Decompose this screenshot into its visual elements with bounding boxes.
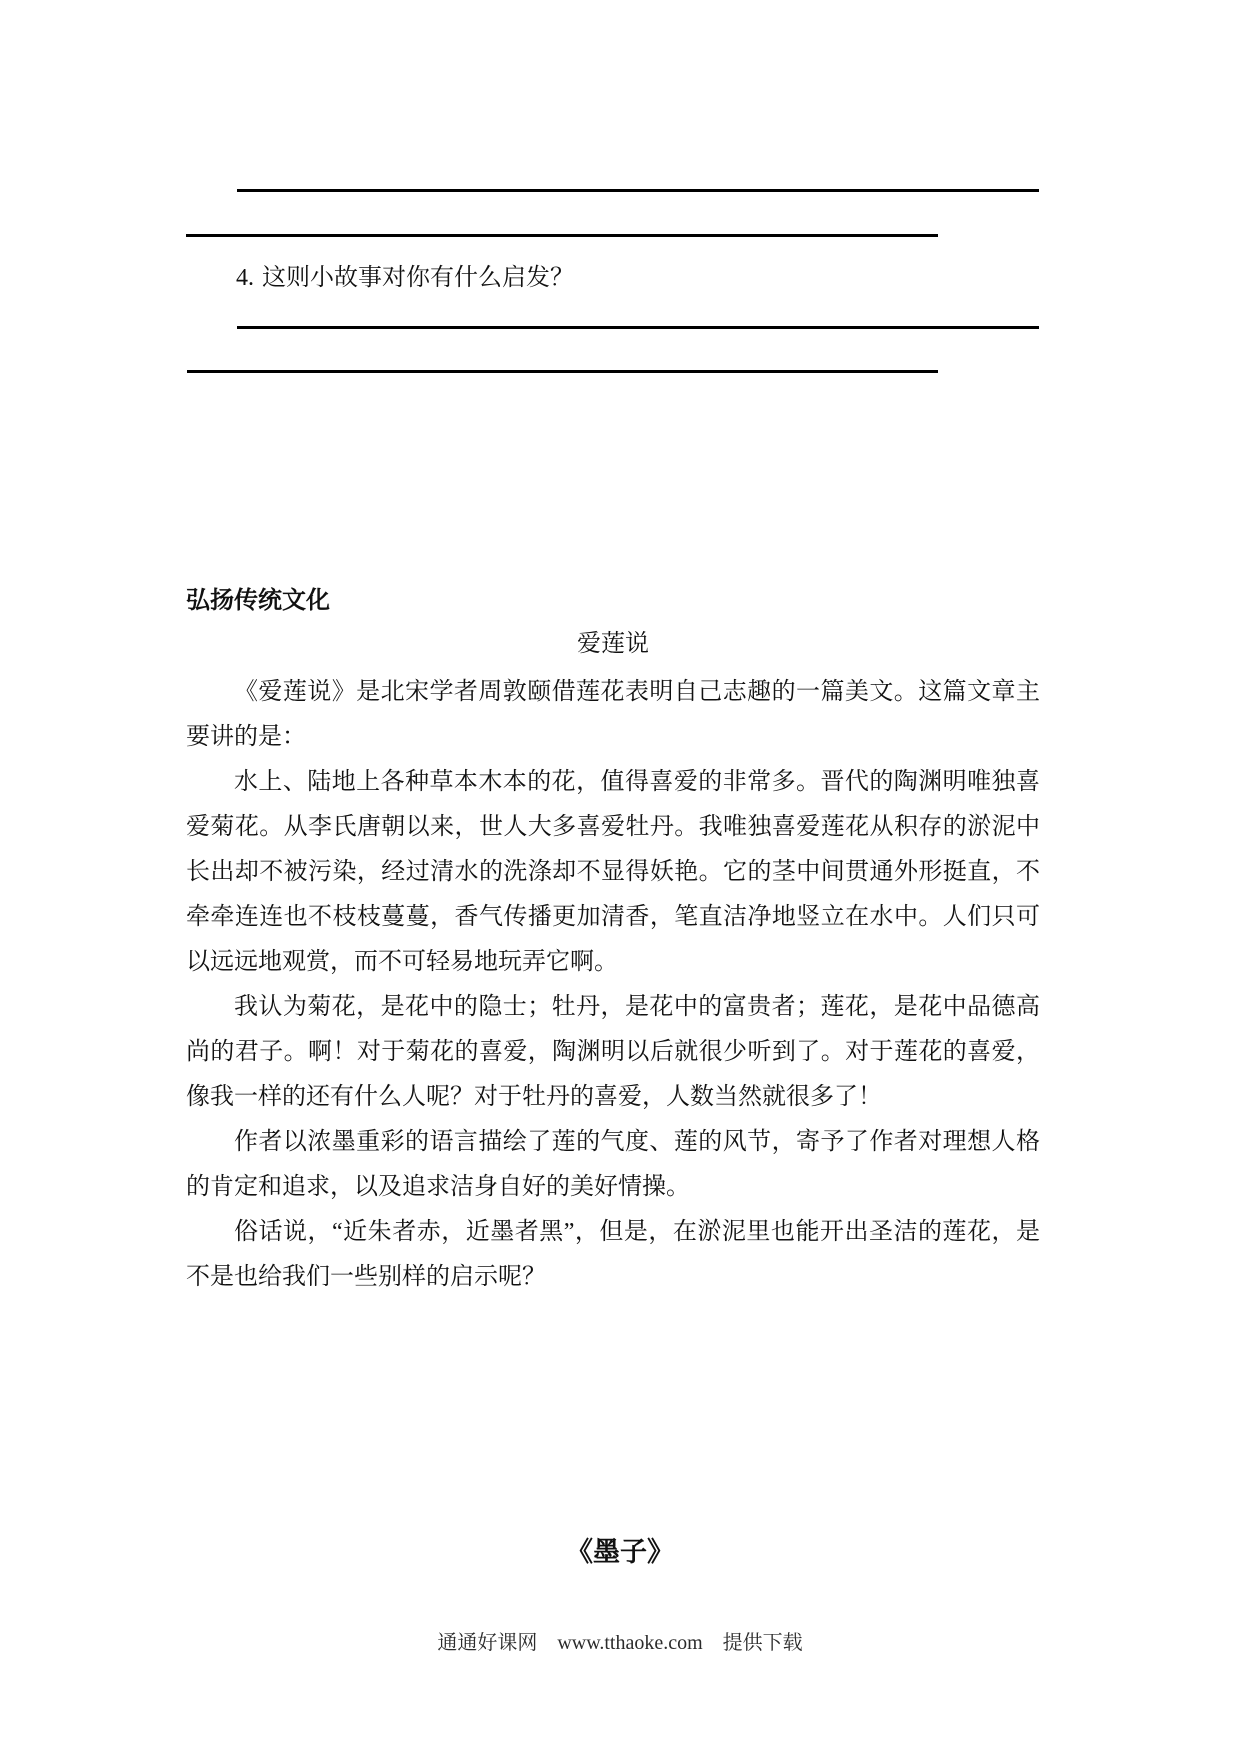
footer-url: www.tthaoke.com <box>557 1632 703 1654</box>
essay-body <box>186 670 1040 1300</box>
answer-blank-line-3 <box>237 326 1039 329</box>
essay-title: 爱莲说 <box>577 631 649 657</box>
essay-paragraph: 俗话说，“近朱者赤，近墨者黑”，但是，在淤泥里也能开出圣洁的莲花，是不是也给我们一些别样的启示呢？ <box>186 1219 1040 1290</box>
answer-blank-line-2 <box>186 234 938 237</box>
page-footer <box>0 1628 1240 1658</box>
answer-blank-line-4 <box>187 370 938 373</box>
footer-suffix: 提供下载 <box>722 1632 803 1654</box>
essay-paragraph: 水上、陆地上各种草本木本的花，值得喜爱的非常多。晋代的陶渊明唯独喜爱菊花。从李氏唐朝以来，世人大多喜爱牡丹。我唯独喜爱莲花从积存的淤泥中长出却不被污染，经过清水的洗涤却不显得妖艳。它的茎中间贯通外形挺直，不牵牵连连也不枝枝蔓蔓，香气传播更加清香，笔直洁净地竖立在水中。人们只可以远远地观赏，而不可轻易地玩弄它啊。 <box>186 769 1040 975</box>
essay-paragraph: 作者以浓墨重彩的语言描绘了莲的气度、莲的风节，寄予了作者对理想人格的肯定和追求，以及追求洁身自好的美好情操。 <box>186 1129 1040 1200</box>
next-book-title: 《墨子》 <box>566 1537 674 1567</box>
question-4-text: 这则小故事对你有什么启发？ <box>262 265 574 291</box>
section-heading: 弘扬传统文化 <box>186 587 330 614</box>
essay-paragraph: 《爱莲说》是北宋学者周敦颐借莲花表明自己志趣的一篇美文。这篇文章主要讲的是： <box>186 679 1040 750</box>
essay-paragraph: 我认为菊花，是花中的隐士；牡丹，是花中的富贵者；莲花，是花中品德高尚的君子。啊！对于菊花的喜爱，陶渊明以后就很少听到了。对于莲花的喜爱，像我一样的还有什么人呢？对于牡丹的喜爱，人数当然就很多了！ <box>186 994 1040 1110</box>
answer-blank-line-1 <box>237 189 1039 192</box>
question-4 <box>186 256 1040 301</box>
footer-site-name: 通通好课网 <box>437 1632 538 1654</box>
question-4-number: 4. <box>236 265 254 291</box>
